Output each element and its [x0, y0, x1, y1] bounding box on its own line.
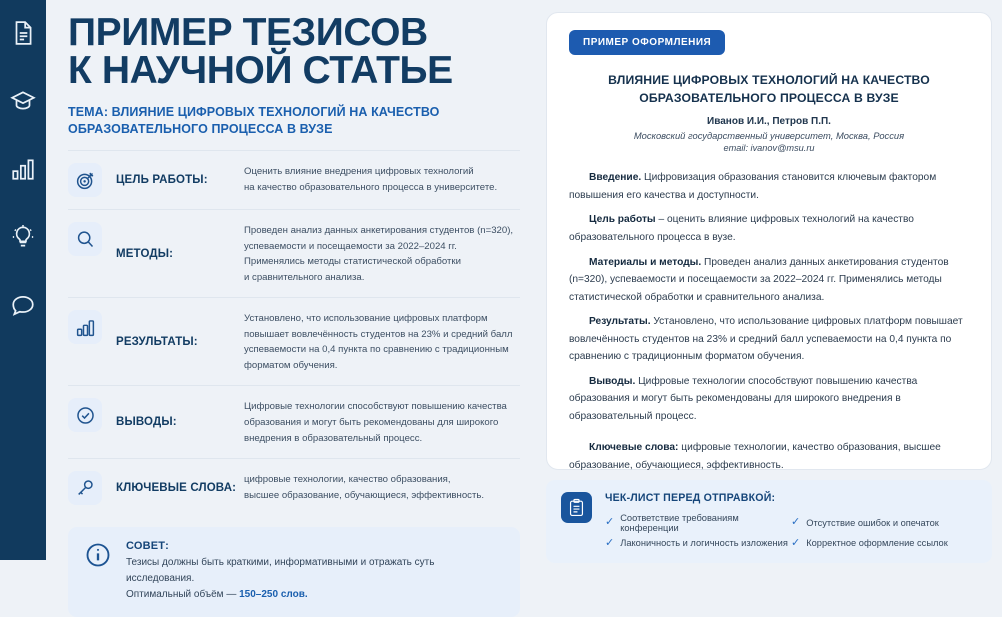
- list-item: [605, 535, 791, 551]
- paragraph-text: Проведен анализ данных анкетирования студентов (n=320), успеваемости и посещаемости за 2022–2024 гг. Применялись методы статистической обработки и сравнительного анализа.: [569, 256, 949, 303]
- table-row: [68, 458, 520, 517]
- check-circle-icon: [68, 398, 102, 432]
- info-circle-icon: [83, 540, 113, 570]
- section-rows: [68, 150, 520, 517]
- keywords-head: Ключевые слова:: [589, 442, 679, 454]
- paragraph-text: Установлено, что использование цифровых платформ повышает вовлечённость студентов на 23% и средний балл успеваемости на 0,4 пункта по сравнению с традиционным форматом обучения.: [569, 316, 963, 363]
- example-document-card: [546, 12, 992, 470]
- row-text-line: и сравнительного анализа.: [244, 271, 365, 283]
- clipboard-icon: [561, 492, 592, 523]
- list-item-label: Отсутствие ошибок и опечаток: [806, 517, 939, 528]
- subject-line-2: ОБРАЗОВАТЕЛЬНОГО ПРОЦЕССА В ВУЗЕ: [68, 122, 333, 137]
- document-paragraph: [569, 211, 969, 246]
- paragraph-text: – оценить влияние цифровых технологий на качество образовательного процесса в вузе.: [569, 214, 914, 244]
- target-icon: [68, 163, 102, 197]
- list-item-label: Лаконичность и логичность изложения: [620, 538, 788, 548]
- subject-line: [68, 104, 520, 138]
- paragraph-head: Результаты.: [589, 316, 651, 328]
- row-label: МЕТОДЫ:: [116, 247, 174, 260]
- tip-line-1: Тезисы должны быть краткими, информативными и отражать суть исследования.: [126, 557, 435, 585]
- row-label: ЦЕЛЬ РАБОТЫ:: [116, 174, 208, 187]
- speech-bubble-icon: [8, 290, 38, 320]
- document-keywords: [569, 439, 969, 474]
- tip-line-2: [126, 587, 505, 603]
- row-text-line: Проведен анализ данных анкетирования студентов (n=320),: [244, 225, 514, 237]
- list-item-label: Корректное оформление ссылок: [806, 538, 948, 548]
- row-label: ВЫВОДЫ:: [116, 416, 177, 429]
- row-text-line: высшее образование, обучающиеся, эффективность.: [244, 489, 485, 501]
- tip-body: [126, 555, 505, 604]
- row-text-line: Оценить влияние внедрения цифровых технологий: [244, 166, 474, 178]
- right-column: [538, 0, 1002, 560]
- row-text-line: Цифровые технологии способствуют повышению качества: [244, 401, 507, 413]
- row-text: [244, 163, 520, 195]
- left-column: [46, 0, 538, 601]
- table-row: [68, 385, 520, 458]
- table-row: [68, 150, 520, 209]
- row-text-line: Применялись методы статистической обработки: [244, 256, 461, 268]
- check-icon: ✓: [605, 536, 615, 549]
- tip-title: СОВЕТ:: [126, 540, 169, 553]
- headline-line-2: К НАУЧНОЙ СТАТЬЕ: [68, 49, 453, 93]
- document-title-line-1: ВЛИЯНИЕ ЦИФРОВЫХ ТЕХНОЛОГИЙ НА КАЧЕСТВО: [608, 73, 930, 87]
- headline-line-1: ПРИМЕР ТЕЗИСОВ: [68, 11, 428, 54]
- paragraph-text: Цифровизация образования становится ключевым фактором повышения его качества и доступности.: [569, 172, 937, 201]
- row-text: [244, 310, 520, 373]
- magnifier-icon: [68, 222, 102, 256]
- list-item: [605, 510, 791, 535]
- row-text-line: на качество образовательного процесса в университете.: [244, 181, 498, 193]
- paragraph-head: Материалы и методы.: [589, 256, 702, 268]
- paragraph-head: Выводы.: [589, 375, 636, 387]
- icon-rail: [0, 0, 46, 560]
- document-affiliation: Московский государственный университет, Москва, Россия: [633, 130, 905, 142]
- document-email: email: ivanov@msu.ru: [723, 143, 815, 154]
- tip-content: [126, 540, 505, 604]
- bar-chart-icon: [68, 310, 102, 344]
- row-text-line: успеваемости и посещаемости за 2022–2024 гг.: [244, 240, 457, 252]
- row-label: РЕЗУЛЬТАТЫ:: [116, 335, 198, 348]
- tip-box: [68, 527, 520, 617]
- bar-chart-icon: [8, 154, 38, 184]
- paragraph-head: Цель работы: [589, 214, 656, 226]
- document-title-line-2: ОБРАЗОВАТЕЛЬНОГО ПРОЦЕССА В ВУЗЕ: [639, 90, 899, 105]
- paragraph-head: Введение.: [589, 172, 642, 184]
- row-text-line: образования и могут быть рекомендованы для широкого: [244, 416, 499, 428]
- row-text-line: Установлено, что использование цифровых платформ: [244, 313, 488, 325]
- row-label: КЛЮЧЕВЫЕ СЛОВА:: [116, 482, 237, 495]
- checklist-box: [546, 480, 992, 563]
- document-paragraph: [569, 169, 969, 204]
- check-icon: ✓: [791, 536, 801, 549]
- list-item: [791, 535, 977, 551]
- page-title: [68, 11, 520, 93]
- list-item-label: Соответствие требованиям конференции: [620, 512, 739, 533]
- keywords-text: цифровые технологии, качество образования, высшее образование, обучающиеся, эффективность.: [569, 442, 941, 472]
- document-icon: [8, 18, 38, 48]
- row-text: [244, 398, 520, 446]
- table-row: [68, 209, 520, 297]
- document-paragraph: [569, 313, 969, 366]
- key-icon: [68, 471, 102, 505]
- tip-line-2-prefix: Оптимальный объём —: [126, 589, 240, 601]
- table-row: [68, 297, 520, 385]
- row-text: [244, 471, 520, 503]
- list-item: [791, 510, 977, 535]
- document-paragraph: [569, 254, 969, 307]
- status-badge: ПРИМЕР ОФОРМЛЕНИЯ: [569, 30, 725, 55]
- row-text-line: цифровые технологии, качество образования,: [244, 474, 451, 486]
- row-text-line: внедрения в образовательный процесс.: [244, 432, 423, 444]
- row-text-line: форматом обучения.: [244, 359, 338, 371]
- checklist-items: [605, 510, 977, 551]
- graduation-cap-icon: [8, 86, 38, 116]
- tip-line-2-strong: 150–250 слов.: [239, 589, 308, 601]
- paragraph-text: Цифровые технологии способствуют повышению качества образования и могут быть рекомендованы для широкого внедрения в образовательный процесс.: [569, 375, 918, 422]
- document-title: [569, 72, 969, 107]
- checklist-content: [605, 492, 977, 551]
- row-text: [244, 222, 520, 285]
- document-authors: Иванов И.И., Петров П.П.: [707, 116, 831, 128]
- lightbulb-icon: [8, 222, 38, 252]
- subject-line-1: ТЕМА: ВЛИЯНИЕ ЦИФРОВЫХ ТЕХНОЛОГИЙ НА КАЧЕСТВО: [68, 105, 440, 120]
- row-text-line: повышает вовлечённость студентов на 23% и средний балл: [244, 328, 513, 340]
- document-paragraph: [569, 373, 969, 426]
- document-body: [569, 169, 969, 474]
- check-icon: ✓: [605, 516, 615, 528]
- checklist-title: ЧЕК-ЛИСТ ПЕРЕД ОТПРАВКОЙ:: [605, 492, 776, 504]
- row-text-line: успеваемости на 0,4 пункта по сравнению с традиционным: [244, 344, 509, 356]
- check-icon: ✓: [791, 516, 801, 528]
